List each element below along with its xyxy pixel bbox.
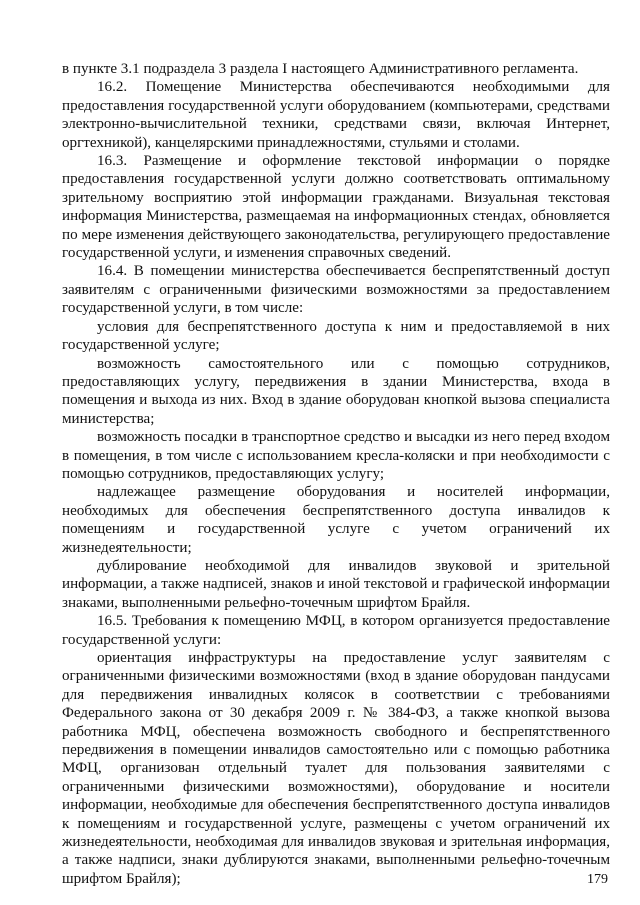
paragraph-16-5: 16.5. Требования к помещению МФЦ, в котором организуется предоставление государственной услуги: (62, 613, 610, 648)
list-item-access-conditions: условия для беспрепятственного доступа к ним и предоставляемой в них государственной услуге; (62, 318, 610, 354)
paragraph-16-3: 16.3. Размещение и оформление текстовой информации о порядке предоставления государственной услуги должно соответствовать оптимальному зрительному восприятию этой информации гражданами. Визуальная текстовая информация Министерства, размещаемая на информационных стендах, обновляется по мере изменения действующего законодательства, регулирующего предоставление государственной услуги, и изменения справочных сведений. (62, 153, 610, 262)
page-number: 179 (587, 872, 608, 887)
list-item-equipment-placement: надлежащее размещение оборудования и носителей информации, необходимых для обеспечения беспрепятственного доступа инвалидов к помещениям и государственной услуге с учетом ограничений их жизнедеятельности; (62, 484, 610, 556)
paragraph-16-2: 16.2. Помещение Министерства обеспечиваются необходимыми для предоставления государственной услуги оборудованием (компьютерами, средствами электронно-вычислительной техники, средствами связи, включая Интернет, оргтехникой), канцелярскими принадлежностями, стульями и столами. (62, 79, 610, 151)
list-item-braille-duplication: дублирование необходимой для инвалидов звуковой и зрительной информации, а также надписей, знаков и иной текстовой и графической информации знаками, выполненными рельефно-точечным шрифтом Брайля. (62, 557, 610, 611)
list-item-transport: возможность посадки в транспортное средство и высадки из него перед входом в помещения, в том числе с использованием кресла-коляски и при необходимости с помощью сотрудников, предоставляющих услугу; (62, 429, 610, 482)
list-item-movement: возможность самостоятельного или с помощью сотрудников, предоставляющих услугу, передвижения в здании Министерства, входа в помещения и выхода из них. Вход в здание оборудован кнопкой вызова специалиста министерства; (62, 355, 610, 427)
list-item-infrastructure: ориентация инфраструктуры на предоставление услуг заявителям с ограниченными физическими возможностями (вход в здание оборудован пандусами для передвижения инвалидных колясок в соответствии с требованиями Федерального закона от 30 декабря 2009 г. № 384-ФЗ, а также кнопкой вызова работника МФЦ, обеспечена возможность свободного и беспрепятственного передвижения в помещении инвалидов самостоятельно или с помощью работника МФЦ, организован отдельный туалет для пользования заявителями с ограниченными физическими возможностями), оборудование и носители информации, необходимые для обеспечения беспрепятственного доступа инвалидов к помещениям и государственной услуге, размещены с учетом ограничений их жизнедеятельности, необходимая для инвалидов звуковая и зрительная информация, а также надписи, знаки дублируются знаками, выполненными рельефно-точечным шрифтом Брайля); (62, 650, 610, 887)
document-body (62, 60, 610, 888)
paragraph-continuation: в пункте 3.1 подраздела 3 раздела I настоящего Административного регламента. (62, 61, 579, 77)
paragraph-16-4: 16.4. В помещении министерства обеспечивается беспрепятственный доступ заявителям с ограниченными физическими возможностями за предоставлением государственной услуги, в том числе: (62, 263, 610, 317)
